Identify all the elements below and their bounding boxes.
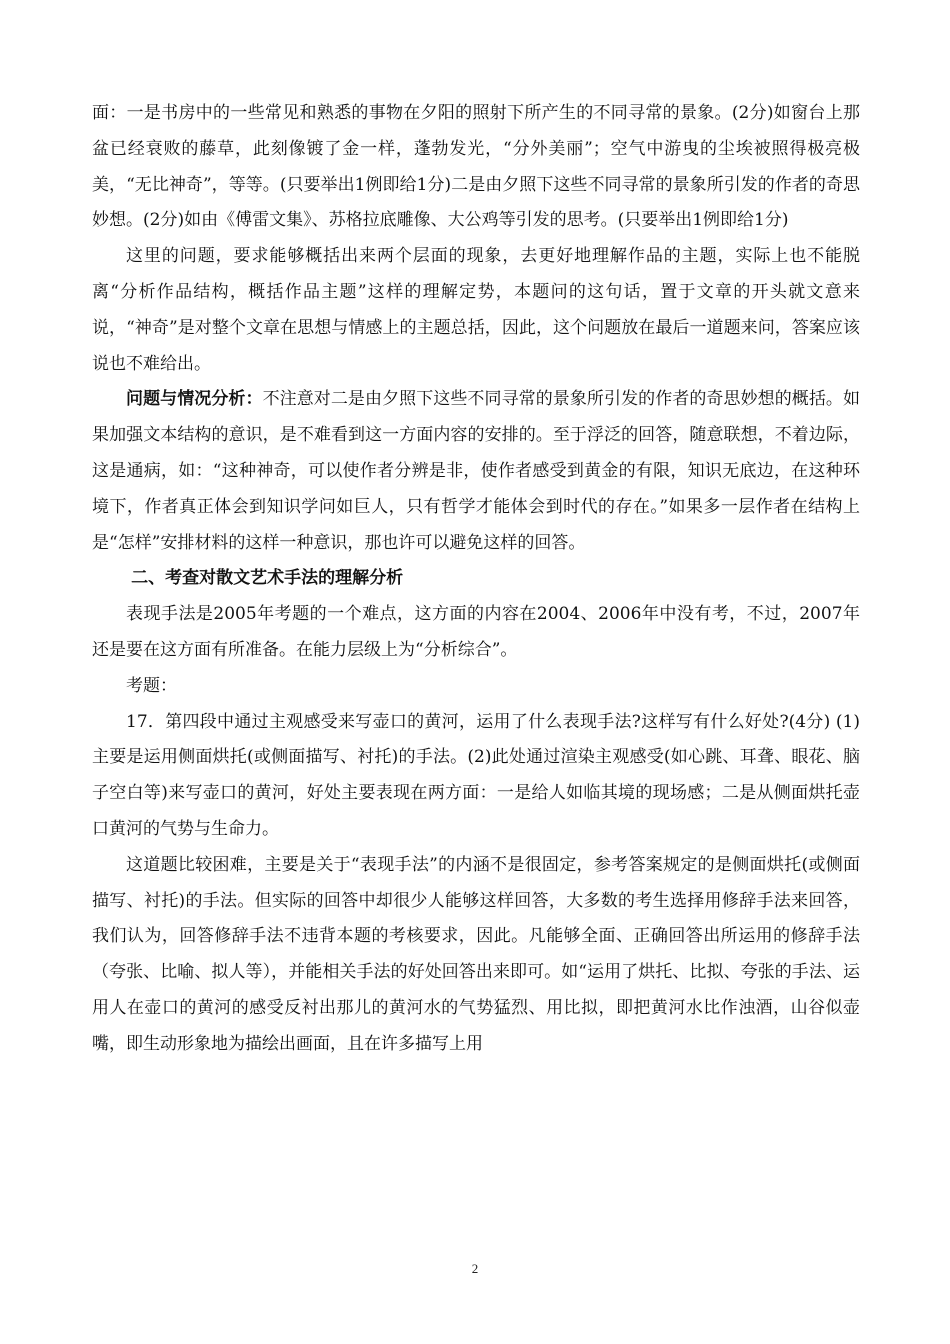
paragraph-difficulty: 这道题比较困难，主要是关于“表现手法”的内涵不是很固定，参考答案规定的是侧面烘托(或侧面描写、衬托)的手法。但实际的回答中却很少人能够这样回答，大多数的考生选择用修辞手法来回答，我们认为，回答修辞手法不违背本题的考核要求，因此。凡能够全面、正确回答出所运用的修辞手法（夸张、比喻、拟人等），并能相关手法的好处回答出来即可。如“运用了烘托、比拟、夸张的手法、运用人在壶口的黄河的感受反衬出那儿的黄河水的气势猛烈、用比拟，即把黄河水比作浊酒，山谷似壶嘴，即生动形象地为描绘出画面，且在许多描写上用 <box>92 854 860 1054</box>
problem-analysis-text: 不注意对二是由夕照下这些不同寻常的景象所引发的作者的奇思妙想的概括。如果加强文本结构的意识，是不难看到这一方面内容的安排的。至于浮泛的回答，随意联想，不着边际，这是通病，如：“这种神奇，可以使作者分辨是非，使作者感受到黄金的有限，知识无底边，在这种环境下，作者真正体会到知识学问如巨人，只有哲学才能体会到时代的存在。”如果多一层作者在结构上是“怎样”安排材料的这样一种意识，那也许可以避免这样的回答。 <box>92 389 861 553</box>
paragraph-problem-analysis <box>92 382 860 561</box>
problem-analysis-label: 问题与情况分析： <box>126 389 263 410</box>
paragraph-question-17: 17．第四段中通过主观感受来写壶口的黄河，运用了什么表现手法?这样写有什么好处?(4分) (1)主要是运用侧面烘托(或侧面描写、衬托)的手法。(2)此处通过渲染主观感受(如心跳、耳聋、眼花、脑子空白等)来写壶口的黄河，好处主要表现在两方面：一是给人如临其境的现场感；二是从侧面烘托壶口黄河的气势与生命力。 <box>92 711 860 839</box>
paragraph-expression-technique: 表现手法是2005年考题的一个难点，这方面的内容在2004、2006年中没有考，不过，2007年还是要在这方面有所准备。在能力层级上为“分析综合”。 <box>92 604 860 660</box>
paragraph-exam-label: 考题： <box>126 675 177 696</box>
paragraph-analysis: 这里的问题，要求能够概括出来两个层面的现象，去更好地理解作品的主题，实际上也不能脱离“分析作品结构，概括作品主题”这样的理解定势，本题问的这句话，置于文章的开头就文意来说，“神奇”是对整个文章在思想与情感上的主题总括，因此，这个问题放在最后一道题来问，答案应该说也不难给出。 <box>92 246 860 374</box>
page-number: 2 <box>471 1261 479 1276</box>
document-body <box>92 96 860 1063</box>
section-heading: 二、考查对散文艺术手法的理解分析 <box>131 568 404 589</box>
paragraph-continuation: 面：一是书房中的一些常见和熟悉的事物在夕阳的照射下所产生的不同寻常的景象。(2分)如窗台上那盆已经衰败的藤草，此刻像镀了金一样，蓬勃发光，“分外美丽”；空气中游曳的尘埃被照得极亮极美，“无比神奇”，等等。(只要举出1例即给1分)二是由夕照下这些不同寻常的景象所引发的作者的奇思妙想。(2分)如由《傅雷文集》、苏格拉底雕像、大公鸡等引发的思考。(只要举出1例即给1分) <box>92 103 860 231</box>
